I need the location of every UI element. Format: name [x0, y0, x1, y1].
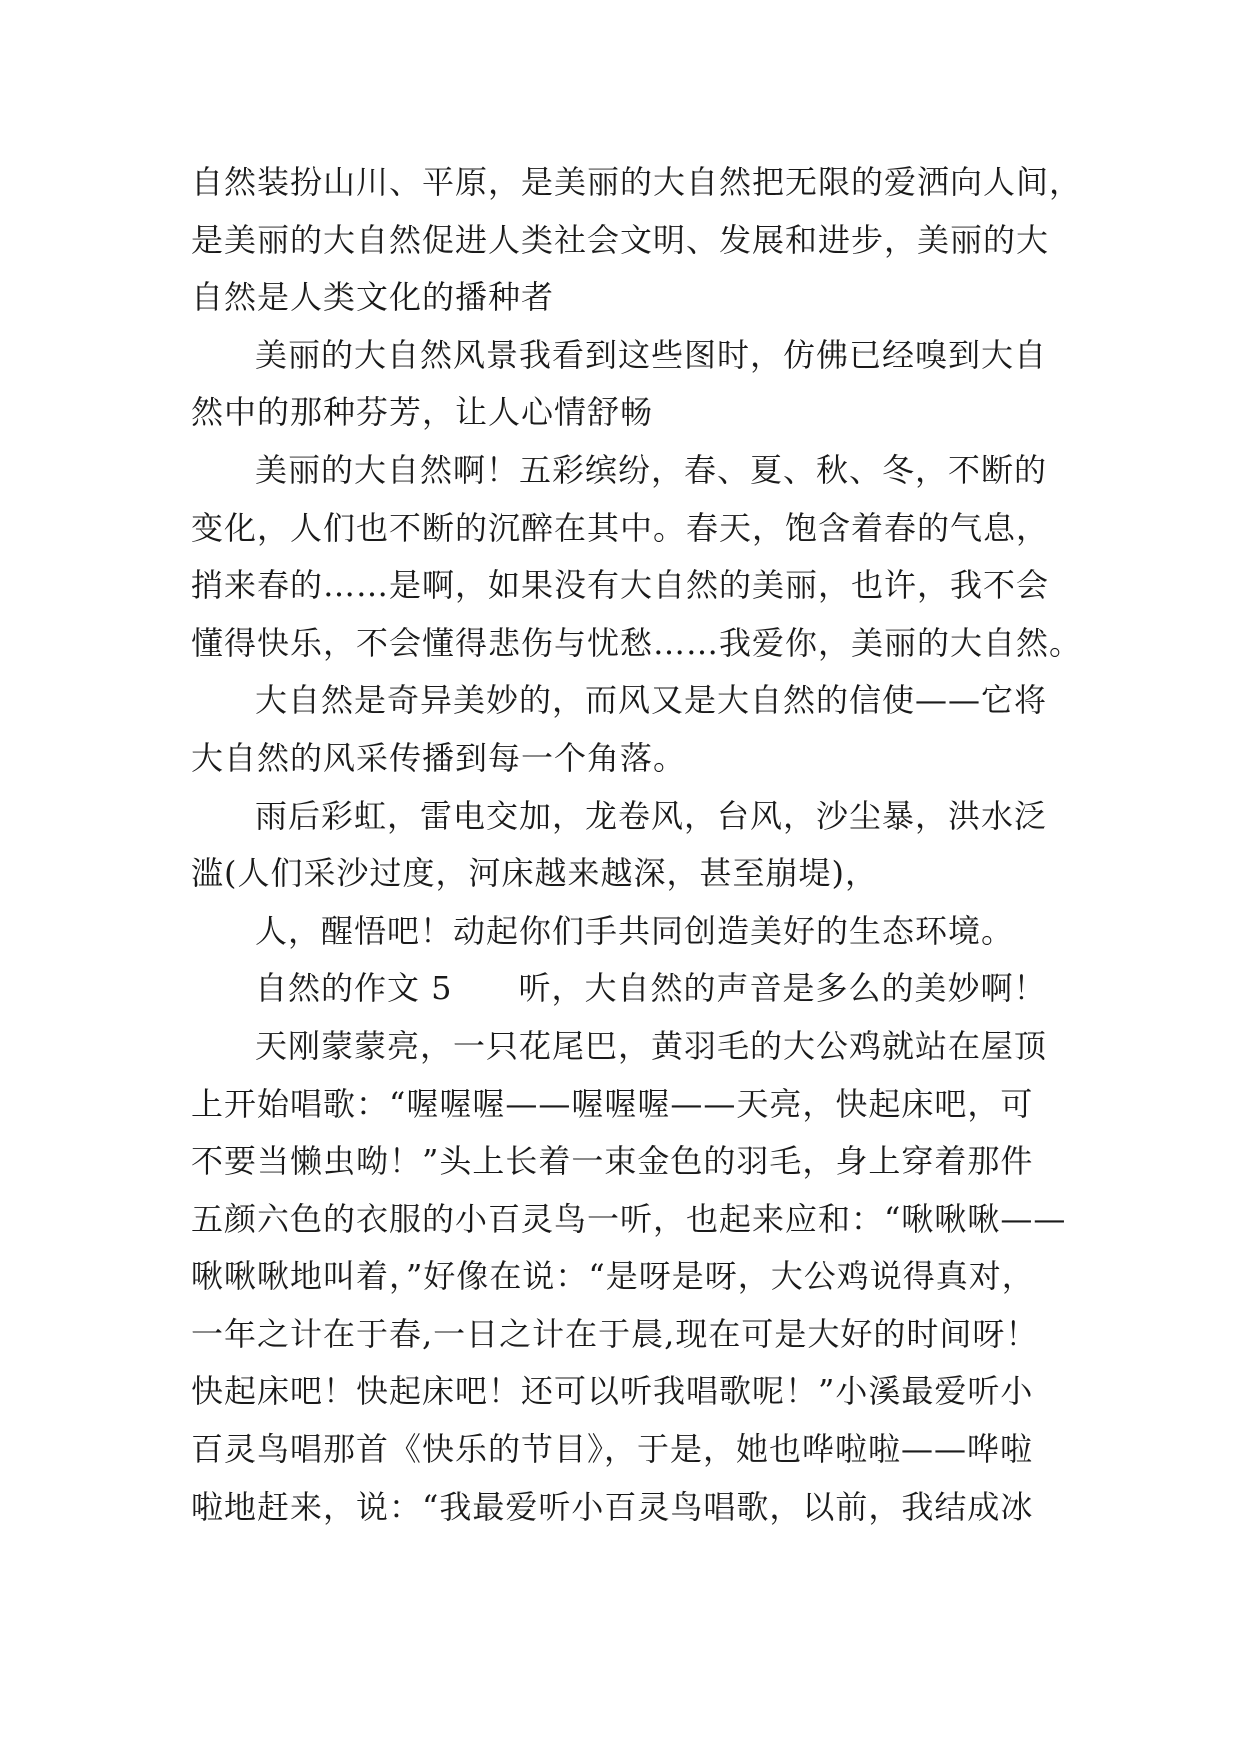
- text-line: 自然的作文 5 听，大自然的声音是多么的美妙啊！: [255, 969, 1047, 1008]
- text-line: 快起床吧！快起床吧！还可以听我唱歌呢！”小溪最爱听小: [191, 1372, 1034, 1411]
- text-line: 变化，人们也不断的沉醉在其中。春天，饱含着春的气息，: [191, 508, 1050, 547]
- text-line: 大自然是奇异美妙的，而风又是大自然的信使——它将: [255, 681, 1048, 720]
- text-line: 自然装扮山川、平原，是美丽的大自然把无限的爱洒向人间，: [191, 163, 1083, 201]
- text-line: 然中的那种芬芳，让人心情舒畅: [191, 393, 654, 432]
- text-line: 人，醒悟吧！动起你们手共同创造美好的生态环境。: [255, 911, 1015, 950]
- text-line: 大自然的风采传播到每一个角落。: [191, 738, 687, 777]
- text-line: 滥(人们采沙过度，河床越来越深，甚至崩堤)，: [191, 854, 878, 893]
- text-line: 自然是人类文化的播种者: [191, 278, 555, 317]
- text-line: 天刚蒙蒙亮，一只花尾巴，黄羽毛的大公鸡就站在屋顶: [255, 1026, 1048, 1065]
- text-line: 啦地赶来，说：“我最爱听小百灵鸟唱歌，以前，我结成冰: [191, 1487, 1034, 1526]
- text-line: 一年之计在于春,一日之计在于晨,现在可是大好的时间呀！: [191, 1314, 1039, 1353]
- text-line: 上开始唱歌：“喔喔喔——喔喔喔——天亮，快起床吧，可: [191, 1084, 1034, 1123]
- text-line: 是美丽的大自然促进人类社会文明、发展和进步，美丽的大: [191, 220, 1050, 259]
- text-line: 捎来春的……是啊，如果没有大自然的美丽，也许，我不会: [191, 566, 1050, 605]
- text-line: 不要当懒虫呦！”头上长着一束金色的羽毛，身上穿着那件: [191, 1142, 1034, 1181]
- text-line: 五颜六色的衣服的小百灵鸟一听，也起来应和：“啾啾啾——: [191, 1199, 1067, 1238]
- text-line: 美丽的大自然风景我看到这些图时，仿佛已经嗅到大自: [255, 335, 1048, 374]
- text-line: 懂得快乐，不会懂得悲伤与忧愁……我爱你，美丽的大自然。: [191, 623, 1083, 662]
- text-line: 百灵鸟唱那首《快乐的节目》，于是，她也哗啦啦——哗啦: [191, 1430, 1034, 1469]
- text-line: 雨后彩虹，雷电交加，龙卷风，台风，沙尘暴，洪水泛: [255, 796, 1048, 835]
- text-line: 美丽的大自然啊！五彩缤纷，春、夏、秋、冬，不断的: [255, 450, 1048, 489]
- text-line: 啾啾啾地叫着，”好像在说：“是呀是呀，大公鸡说得真对，: [191, 1257, 1035, 1296]
- essay-text: [191, 154, 1083, 1536]
